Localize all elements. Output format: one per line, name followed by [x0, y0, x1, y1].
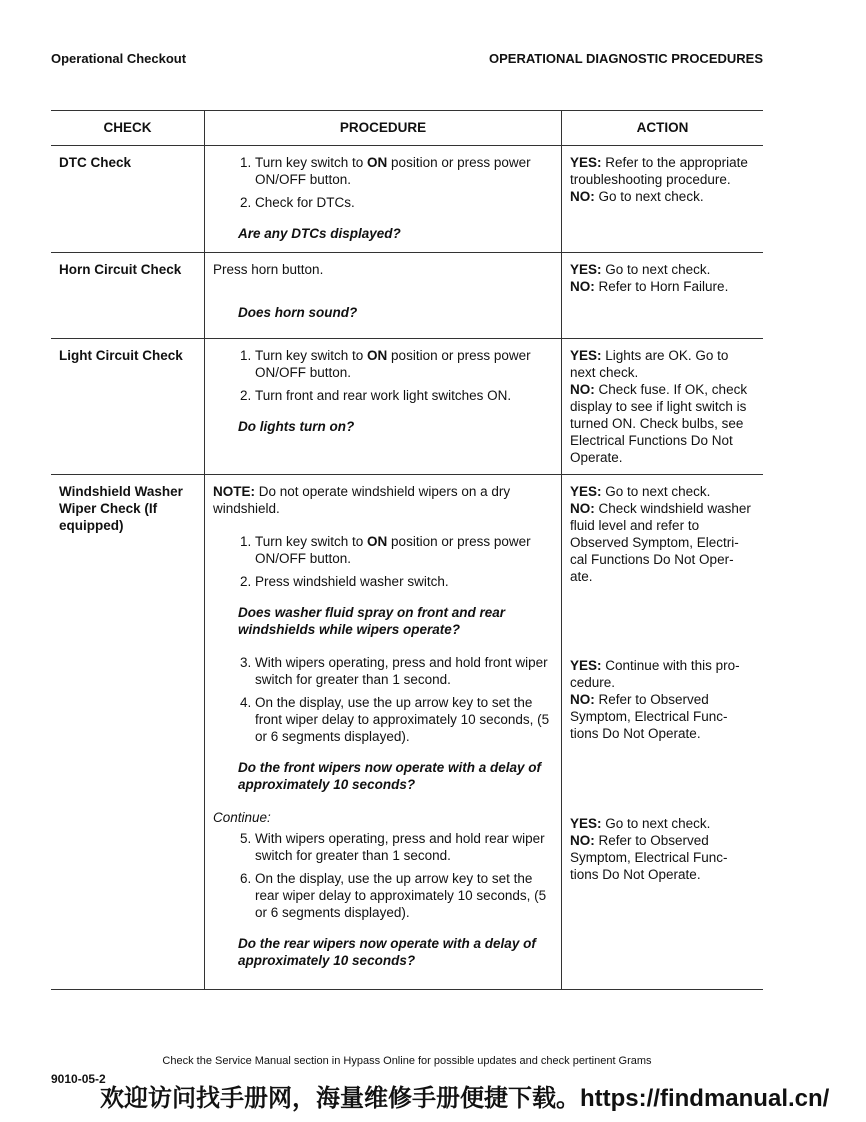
note: NOTE: Do not operate windshield wipers on a dry windshield.: [213, 484, 511, 516]
table-row: [51, 146, 763, 253]
table-row: [51, 253, 763, 339]
action: YES: Go to next check. NO: Check windshield washer fluid level and refer to Observed Symptom, Electri-cal Functions Do Not Oper-ate. YES: Continue with this pro-cedure. NO: Refer to Observed Symptom, Electrical Func-tions Do Not Operate. YES: Go to next check. NO: Refer to Observed Symptom, Electrical Func-tions Do Not Operate.: [562, 475, 764, 990]
col-check: CHECK: [51, 111, 205, 146]
action: YES: Refer to the appropriate troubleshooting procedure. NO: Go to next check.: [562, 146, 764, 253]
action: YES: Go to next check. NO: Refer to Horn Failure.: [562, 253, 764, 339]
check-name: Horn Circuit Check: [51, 253, 205, 339]
step: 1. Turn key switch to ON position or press power ON/OFF button.: [255, 533, 553, 567]
question: Does horn sound?: [238, 305, 358, 320]
col-procedure: PROCEDURE: [205, 111, 562, 146]
question: Do lights turn on?: [238, 419, 355, 434]
step: 6. On the display, use the up arrow key to set the rear wiper delay to approximately 10 seconds, (5 or 6 segments displayed).: [255, 870, 553, 921]
check-name: Windshield Washer Wiper Check (If equipped): [51, 475, 205, 990]
procedure: [205, 339, 562, 475]
watermark: 欢迎访问找手册网，海量维修手册便捷下载。https://findmanual.cn/: [100, 1085, 830, 1112]
page-number: 9010-05-2: [51, 1072, 106, 1086]
step: 2. Turn front and rear work light switches ON.: [255, 387, 553, 404]
table-row: [51, 475, 763, 990]
step: Press horn button.: [213, 262, 324, 277]
step: 2. Press windshield washer switch.: [255, 573, 553, 590]
check-name: DTC Check: [51, 146, 205, 253]
action: YES: Lights are OK. Go to next check. NO: Check fuse. If OK, check display to see if light switch is turned ON. Check bulbs, see Electrical Functions Do Not Operate.: [562, 339, 764, 475]
question: Do the rear wipers now operate with a delay of approximately 10 seconds?: [238, 936, 536, 968]
procedure: [205, 475, 562, 990]
footer-note: Check the Service Manual section in Hypass Online for possible updates and check pertinent Grams: [162, 1055, 652, 1067]
table-row: [51, 339, 763, 475]
step: 4. On the display, use the up arrow key to set the front wiper delay to approximately 10 seconds, (5 or 6 segments displayed).: [255, 694, 553, 745]
question: Does washer fluid spray on front and rear windshields while wipers operate?: [238, 605, 506, 637]
step: 2. Check for DTCs.: [255, 194, 553, 211]
step: 1. Turn key switch to ON position or press power ON/OFF button.: [255, 154, 553, 188]
continue-label: Continue:: [213, 810, 271, 825]
procedure: [205, 146, 562, 253]
checkout-table: [51, 110, 763, 990]
procedure: [205, 253, 562, 339]
question: Do the front wipers now operate with a delay of approximately 10 seconds?: [238, 760, 542, 792]
step: 1. Turn key switch to ON position or press power ON/OFF button.: [255, 347, 553, 381]
step: 3. With wipers operating, press and hold front wiper switch for greater than 1 second.: [255, 654, 553, 688]
header-chapter-title: OPERATIONAL DIAGNOSTIC PROCEDURES: [489, 51, 763, 66]
question: Are any DTCs displayed?: [238, 226, 401, 241]
col-action: ACTION: [562, 111, 764, 146]
check-name: Light Circuit Check: [51, 339, 205, 475]
header-section-title: Operational Checkout: [51, 51, 187, 66]
step: 5. With wipers operating, press and hold rear wiper switch for greater than 1 second.: [255, 830, 553, 864]
